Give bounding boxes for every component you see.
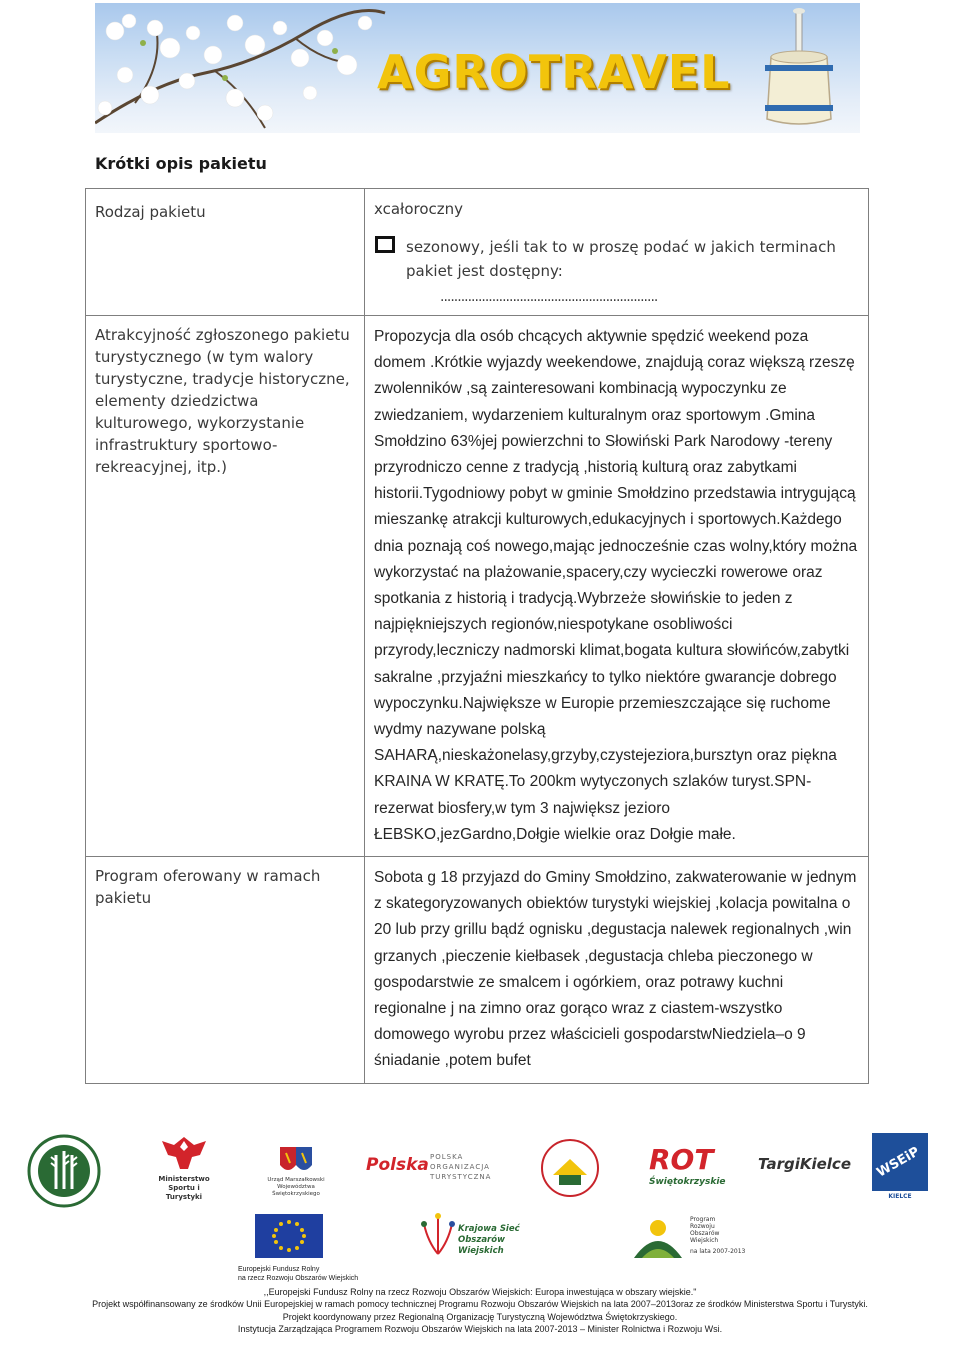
agrotravel-banner [95, 3, 860, 133]
option-seasonal [374, 235, 858, 283]
rot-logo [645, 1139, 725, 1195]
wseip-mark: WSEiP [874, 1144, 923, 1181]
marshal-caption-line2: Województwa Świętokrzyskiego [272, 1184, 320, 1197]
table-row-package-type [86, 189, 869, 316]
ministry-caption [150, 1175, 218, 1202]
option-year-round: xcałoroczny [374, 200, 464, 218]
ksow-caption-line2: Obszarów Wiejskich [458, 1235, 505, 1256]
attractiveness-text: Propozycja dla osób chcących aktywnie spędzić weekend poza domem .Krótkie wyjazdy weekendowe, znajdują coraz większą rzeszę zwolenników ,są zainteresowani kombinacją wypoczynku ze zwiedzaniem, wydarzeniem kulturalnym oraz sportowym .Gmina Smołdzino 63%jej powierzchni to Słowiński Park Narodowy -tereny przyrodniczo cenne z tradycją ,historią kulturą oraz zabytkami historii.Tygodniowy pobyt w gminie Smołdzino przedstawia intrygującą mieszankę atrakcji kulturowych,edukacyjnych i sportowych.Każdego dnia poznają coś nowego,mając jednocześnie czas wolny,który można wykorzystać na plażowanie,spacery,czy wycieczki rowerowe oraz spotkania z historią i tradycją.Wybrzeże słowińskie to jeden z najpiękniejszych regionów,niespotykane osobliwości przyrody,leczniczy nadmorski klimat,bogata kultura słowińców,zabytki sakralne ,przyjaźni mieszkańcy to tylko niektóre gwarancje dobrego wypoczynku.Największe w Europie przemieszczające się ruchome wydmy nazywane polską SAHARĄ,nieskażonelasy,grzyby,czystejeziora,bursztyn oraz piękna KRAINA W KRATĘ.To 200km wytyczonych szlaków turyst.SPN-rezerwat biosfery,w tym 3 największ jezioro ŁEBSKO,jezGardno,Dołgie wielkie oraz Dołgie małe. [374, 328, 858, 843]
network-leaf-icon [420, 1212, 456, 1256]
eu-flag-icon [255, 1214, 323, 1258]
targi-mark: TargiKielce [758, 1155, 851, 1173]
rural-tourism-seal-icon [535, 1137, 605, 1199]
marshal-caption-line1: Urząd Marszałkowski [267, 1177, 325, 1183]
blossom-branch-image [95, 3, 395, 133]
sponsor-logos-row-2 [0, 1210, 960, 1270]
rot-mark: ROT [649, 1143, 714, 1176]
ministry-caption-line2: Sportu i Turystyki [165, 1184, 203, 1201]
section-heading: Krótki opis pakietu [95, 154, 267, 173]
pot-caption-line2: ORGANIZACJA [430, 1163, 490, 1171]
ksow-seal-logo [26, 1133, 102, 1209]
targi-kielce-logo [758, 1155, 851, 1179]
table-row-program [86, 857, 869, 1084]
pot-caption-line3: TURYSTYCZNA [430, 1173, 492, 1181]
rural-tourism-logo [535, 1137, 605, 1199]
eu-fund-caption-line1: Europejski Fundusz Rolny [238, 1266, 320, 1273]
eu-fund-caption [238, 1265, 358, 1283]
option-seasonal-text: sezonowy, jeśli tak to w proszę podać w jakich terminach pakiet jest dostępny: [406, 238, 836, 280]
pot-logo [366, 1147, 496, 1187]
attractiveness-label: Atrakcyjność zgłoszonego pakietu turystycznego (w tym walory turystyczne, tradycje historyczne, elementy dziedzictwa kulturowego, wykorzystanie infrastruktury sportowo-rekreacyjnej, itp.) [86, 316, 365, 857]
pot-mark: Polska [366, 1155, 429, 1175]
footer-line-1: Projekt współfinansowany ze środków Unii Europejskiej w ramach pomocy technicznej Programu Rozwoju Obszarów Wiejskich na lata 2007–2013oraz ze środków Ministerstwa Sportu i Turystyki. [92, 1299, 868, 1309]
eu-flag-logo [255, 1214, 323, 1258]
ksow-caption-line1: Krajowa Sieć [458, 1224, 520, 1234]
package-type-value [365, 189, 869, 316]
attractiveness-value [365, 316, 869, 857]
wseip-sub: KIELCE [888, 1193, 912, 1200]
dates-placeholder-dots: ............................................................... [440, 289, 658, 305]
prow-caption-line3: Obszarów [690, 1230, 720, 1237]
ksow-caption [458, 1224, 550, 1257]
footer-motto: ,,Europejski Fundusz Rolny na rzecz Rozwoju Obszarów Wiejskich: Europa inwestująca w obszary wiejskie." [263, 1287, 697, 1297]
marshal-office-logo [256, 1143, 336, 1199]
footer-line-3: Instytucja Zarządzająca Programem Rozwoju Obszarów Wiejskich na lata 2007-2013 – Minister Rolnictwa i Rozwoju Wsi. [237, 1324, 723, 1334]
pot-caption [430, 1152, 491, 1182]
marshal-caption [256, 1177, 336, 1198]
ministry-logo [150, 1135, 218, 1201]
program-text: Sobota g 18 przyjazd do Gminy Smołdzino, zakwaterowanie w jednym z skategoryzowanych obiektów turystyki wiejskiej ,kolacja powitalna o 20 lub przy grillu bądź ognisku ,degustacja nalewek regionalnych ,win grzanych ,pieczenie kiełbasek ,degustacja chleba pieczonego w gospodarstwie ze smalcem i ogórkiem, oraz potrawy kuchni regionalne j na zimno oraz gorąco wraz z ciastem-wszystko domowego wyrobu przez właścicieli gospodarstwNiedziela–o 9 śniadanie ,potem bufet [374, 869, 857, 1070]
rot-sub: Świętokrzyskie [649, 1177, 726, 1187]
footer-line-2: Projekt koordynowany przez Regionalną Organizację Turystyczną Województwa Świętokrzyskiego. [282, 1312, 678, 1322]
prow-emblem-icon [628, 1214, 688, 1264]
pot-caption-line1: POLSKA [430, 1153, 464, 1161]
sponsor-logos-row-1 [0, 1125, 960, 1205]
agrotravel-logo-text: AGROTRAVEL [377, 45, 731, 99]
package-table [85, 188, 869, 1084]
prow-logo [628, 1214, 768, 1270]
wseip-logo [872, 1133, 928, 1205]
prow-caption-line5: na lata 2007-2013 [690, 1248, 746, 1255]
package-type-label: Rodzaj pakietu [86, 189, 365, 316]
program-label: Program oferowany w ramach pakietu [86, 857, 365, 1084]
ksow-network-logo [420, 1212, 550, 1260]
wheat-seal-icon [26, 1133, 102, 1209]
ministry-caption-line1: Ministerstwo [158, 1175, 210, 1183]
program-value [365, 857, 869, 1084]
eu-fund-caption-line2: na rzecz Rozwoju Obszarów Wiejskich [238, 1275, 359, 1282]
eagle-emblem-icon [150, 1135, 218, 1173]
table-row-attractiveness [86, 316, 869, 857]
prow-caption-line2: Rozwoju [690, 1223, 715, 1230]
prow-caption-line4: Wiejskich [690, 1237, 719, 1244]
seasonal-checkbox[interactable] [375, 236, 395, 253]
prow-caption-line1: Program [690, 1216, 716, 1223]
butter-churn-icon [749, 7, 849, 131]
coat-of-arms-icon [256, 1143, 336, 1177]
prow-caption [690, 1216, 745, 1255]
